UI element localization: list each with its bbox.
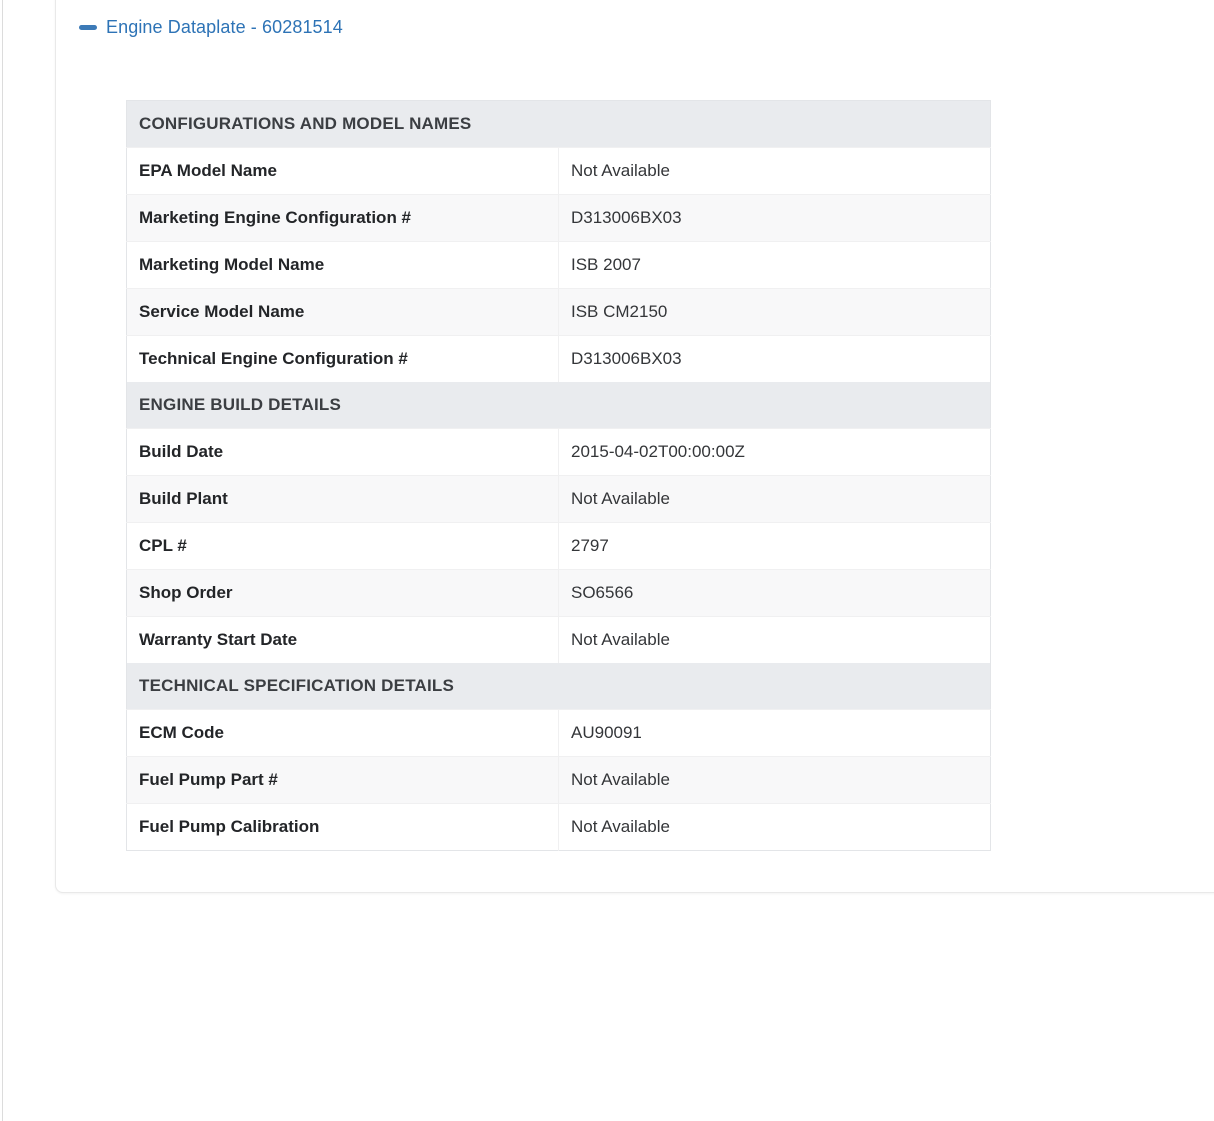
table-row	[127, 195, 991, 242]
row-value: D313006BX03	[559, 195, 991, 242]
row-value: Not Available	[559, 476, 991, 523]
row-label: Shop Order	[127, 570, 559, 617]
row-value: AU90091	[559, 710, 991, 757]
table-row	[127, 523, 991, 570]
section-header-row	[127, 663, 991, 710]
row-value: ISB 2007	[559, 242, 991, 289]
page-left-divider	[2, 0, 3, 1121]
row-label: EPA Model Name	[127, 148, 559, 195]
row-label: Technical Engine Configuration #	[127, 336, 559, 383]
table-row	[127, 757, 991, 804]
row-value: SO6566	[559, 570, 991, 617]
table-row	[127, 617, 991, 664]
table-row	[127, 710, 991, 757]
table-row	[127, 570, 991, 617]
row-label: Service Model Name	[127, 289, 559, 336]
row-label: ECM Code	[127, 710, 559, 757]
table-row	[127, 476, 991, 523]
row-label: Fuel Pump Calibration	[127, 804, 559, 851]
table-row	[127, 804, 991, 851]
row-label: Build Plant	[127, 476, 559, 523]
row-label: Marketing Model Name	[127, 242, 559, 289]
row-value: Not Available	[559, 804, 991, 851]
panel-title[interactable]: Engine Dataplate - 60281514	[106, 17, 343, 37]
row-value: ISB CM2150	[559, 289, 991, 336]
row-label: Fuel Pump Part #	[127, 757, 559, 804]
section-header: TECHNICAL SPECIFICATION DETAILS	[127, 663, 991, 710]
row-label: Warranty Start Date	[127, 617, 559, 664]
row-value: Not Available	[559, 617, 991, 664]
row-value: 2797	[559, 523, 991, 570]
table-row	[127, 242, 991, 289]
row-label: Marketing Engine Configuration #	[127, 195, 559, 242]
table-row	[127, 289, 991, 336]
row-value: 2015-04-02T00:00:00Z	[559, 429, 991, 476]
engine-dataplate-table	[126, 100, 991, 851]
section-header: ENGINE BUILD DETAILS	[127, 382, 991, 429]
table-row	[127, 148, 991, 195]
engine-dataplate-panel	[55, 0, 1214, 893]
row-label: Build Date	[127, 429, 559, 476]
minus-icon[interactable]	[79, 25, 97, 30]
section-header: CONFIGURATIONS AND MODEL NAMES	[127, 101, 991, 148]
section-header-row	[127, 101, 991, 148]
row-value: Not Available	[559, 757, 991, 804]
table-row	[127, 336, 991, 383]
engine-dataplate-collapse-toggle[interactable]	[56, 0, 343, 38]
row-label: CPL #	[127, 523, 559, 570]
row-value: Not Available	[559, 148, 991, 195]
section-header-row	[127, 382, 991, 429]
table-row	[127, 429, 991, 476]
row-value: D313006BX03	[559, 336, 991, 383]
